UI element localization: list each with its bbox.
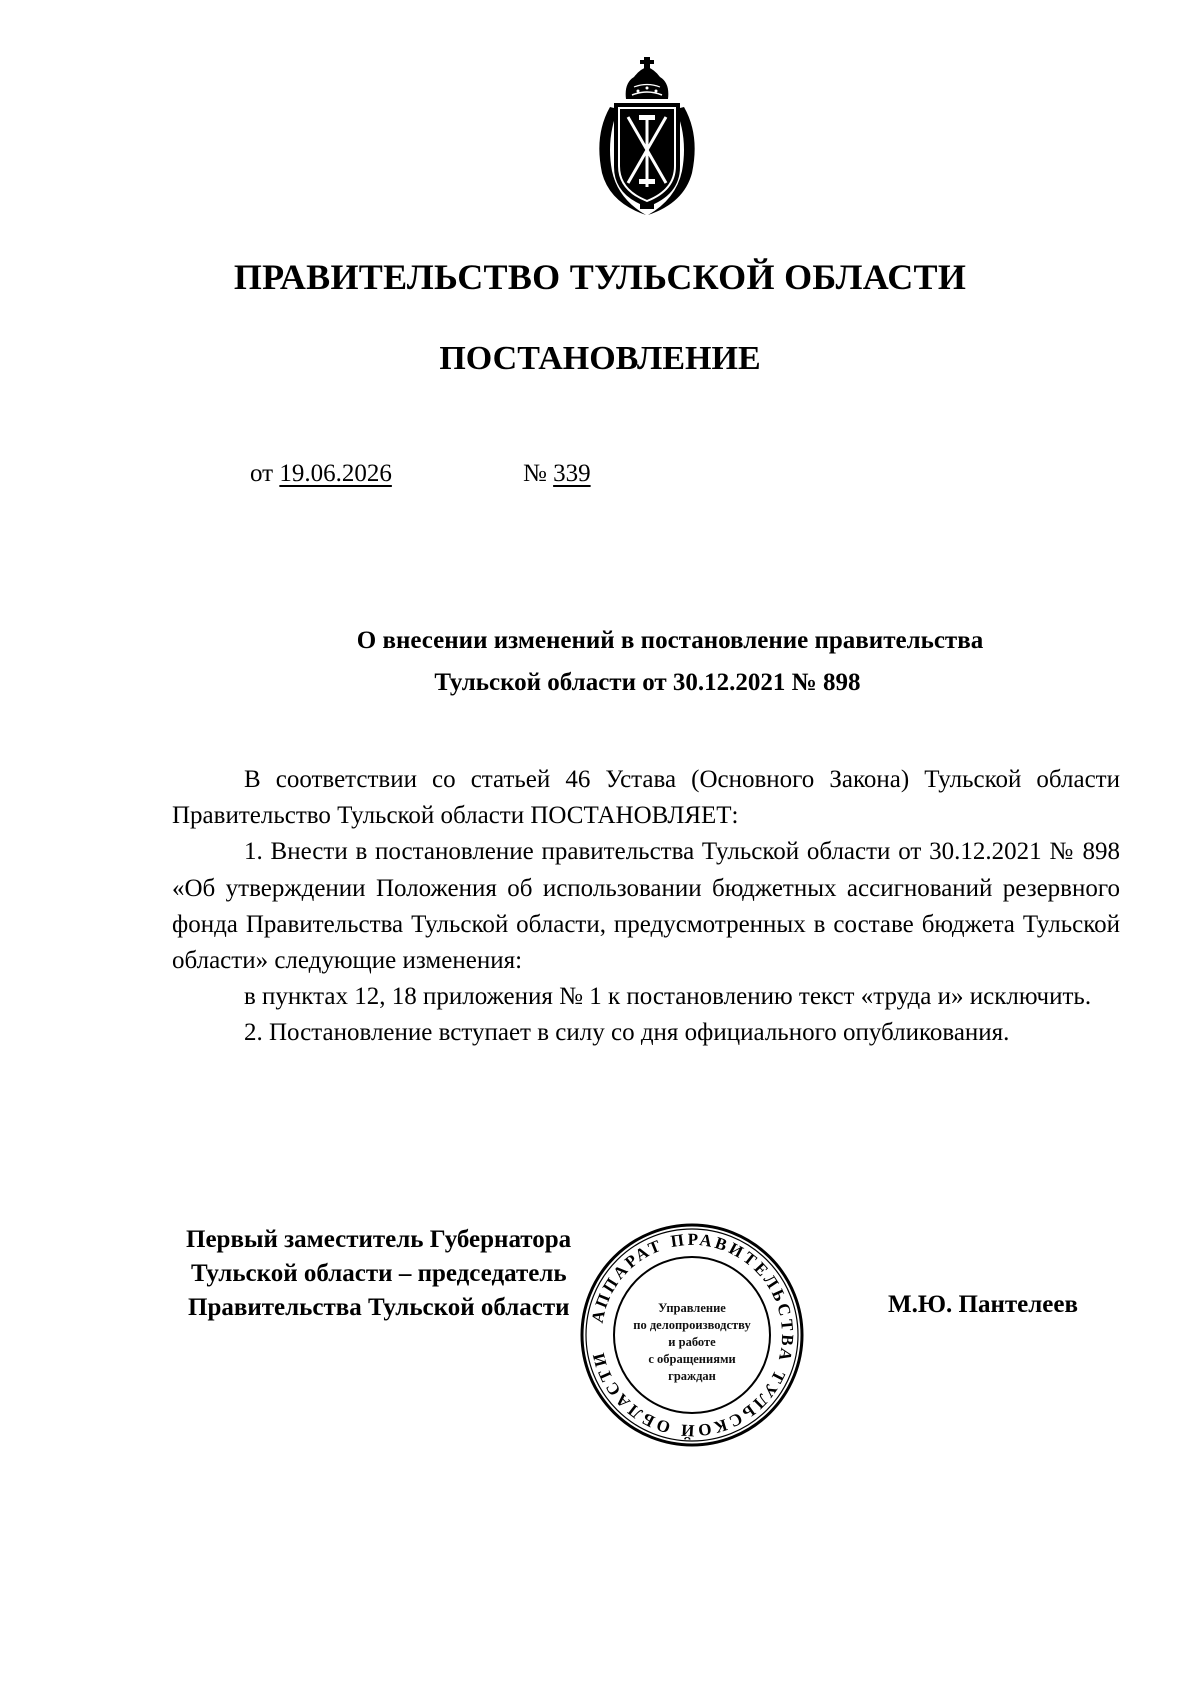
organization-title: ПРАВИТЕЛЬСТВО ТУЛЬСКОЙ ОБЛАСТИ xyxy=(233,257,967,297)
number-prefix: № xyxy=(523,460,547,487)
signer-position xyxy=(186,1223,571,1325)
signer-name: М.Ю. Пантелеев xyxy=(888,1291,1078,1318)
date-value: 19.06.2026 xyxy=(279,460,392,487)
body-paragraph-item-2: 2. Постановление вступает в силу со дня официального опубликования. xyxy=(244,1019,1010,1047)
document-subject xyxy=(300,620,1040,704)
stamp-inner-text xyxy=(614,1300,770,1385)
stamp-line: Управление xyxy=(658,1301,726,1315)
stamp-line: с обращениями xyxy=(648,1352,736,1366)
date-prefix: от xyxy=(250,460,274,487)
signer-position-line-1: Первый заместитель Губернатора xyxy=(186,1226,572,1253)
signer-position-line-2: Тульской области – председатель xyxy=(191,1260,567,1287)
number-value: 339 xyxy=(553,460,591,487)
subject-line-1: О внесении изменений в постановление правительства xyxy=(356,627,984,654)
body-paragraph-amendment: в пунктах 12, 18 приложения № 1 к постановлению текст «труда и» исключить. xyxy=(244,983,1092,1011)
body-paragraph-preamble: В соответствии со статьей 46 Устава (Основного Закона) Тульской области Правительство Тульской области ПОСТАНОВЛЯЕТ: xyxy=(172,766,1120,830)
stamp-line: граждан xyxy=(668,1369,716,1383)
body-paragraph-item-1: 1. Внести в постановление правительства Тульской области от 30.12.2021 № 898 «Об утверждении Положения об использовании бюджетных ассигнований резервного фонда Правительства Тульской области, предусмотренных в составе бюджета Тульской области» следующие изменения: xyxy=(172,838,1120,975)
document-number xyxy=(523,460,591,488)
stamp-line: по делопроизводству xyxy=(633,1318,751,1332)
stamp-ring-text: АППАРАТ ПРАВИТЕЛЬСТВА ТУЛЬСКОЙ ОБЛАСТИ xyxy=(587,1229,798,1441)
stamp-line: и работе xyxy=(668,1335,716,1349)
document-body xyxy=(172,762,1120,1052)
document-type-title: ПОСТАНОВЛЕНИЕ xyxy=(439,340,761,377)
subject-line-2: Тульской области от 30.12.2021 № 898 xyxy=(434,669,861,696)
signer-position-line-3: Правительства Тульской области xyxy=(188,1294,570,1321)
document-date xyxy=(250,460,392,488)
coat-of-arms-icon xyxy=(588,55,706,219)
